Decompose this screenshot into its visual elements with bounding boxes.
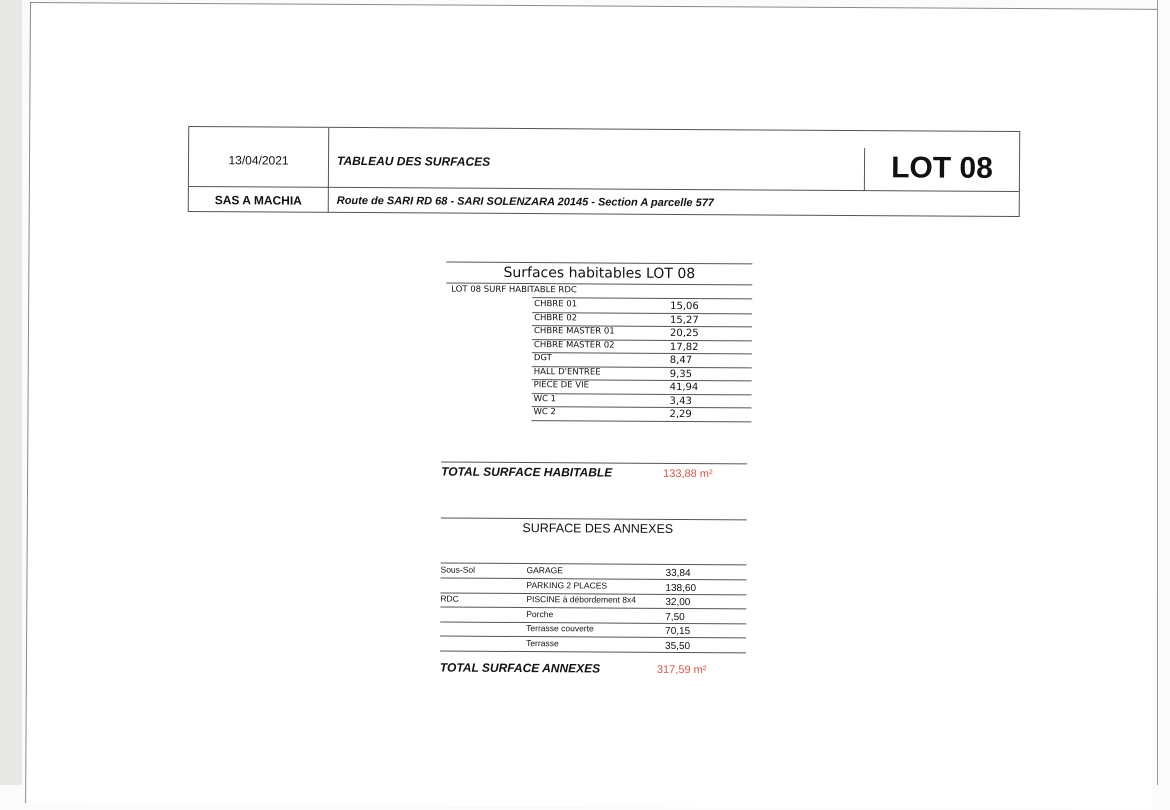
level-name: RDC: [440, 593, 459, 604]
room-area: 2,29: [669, 408, 692, 421]
lot-number: LOT 08: [891, 151, 993, 185]
level-name: Sous-Sol: [440, 564, 476, 575]
room-area: 8,47: [669, 354, 693, 367]
habitable-table-title: Surfaces habitables LOT 08: [503, 264, 696, 283]
room-name: DGT: [533, 353, 552, 364]
annex-area: 33,84: [665, 567, 691, 580]
document-sheet: [25, 2, 1157, 810]
table-row: [440, 623, 746, 639]
total-annexes-value: 317,59 m²: [656, 663, 707, 677]
room-name: CHBRE 01: [534, 299, 578, 310]
total-habitable-label: TOTAL SURFACE HABITABLE: [441, 464, 613, 480]
room-name: WC 1: [533, 393, 557, 404]
annexes-table-title: SURFACE DES ANNEXES: [522, 521, 674, 536]
room-area: 9,35: [669, 368, 693, 380]
room-area: 15,06: [670, 300, 699, 313]
annex-area: 7,50: [665, 611, 685, 623]
room-name: PIECE DE VIE: [533, 380, 590, 391]
annex-name: GARAGE: [526, 565, 563, 576]
annex-name: Terrasse couverte: [526, 623, 594, 634]
room-name: CHBRE MASTER 02: [533, 339, 615, 351]
table-row: [531, 406, 751, 422]
annex-name: Porche: [526, 608, 554, 619]
table-row: [440, 594, 746, 610]
table-row: [440, 608, 746, 624]
room-name: WC 2: [533, 407, 556, 418]
company-name: SAS A MACHIA: [214, 193, 302, 208]
scan-left-margin: [0, 0, 22, 785]
table-row: [440, 565, 746, 581]
annex-name: Terrasse: [526, 637, 559, 648]
annex-area: 35,50: [665, 640, 691, 652]
room-area: 3,43: [669, 395, 692, 407]
room-area: 15,27: [670, 314, 699, 326]
divider: [189, 186, 1019, 192]
property-address: Route de SARI RD 68 - SARI SOLENZARA 20145 - Section A parcelle 577: [336, 194, 714, 210]
habitable-table-subtitle: LOT 08 SURF HABITABLE RDC: [451, 284, 577, 296]
total-annexes-label: TOTAL SURFACE ANNEXES: [439, 660, 601, 676]
annex-area: 138,60: [665, 582, 697, 594]
divider: [328, 128, 330, 212]
room-area: 41,94: [669, 381, 699, 394]
table-row: [440, 637, 746, 653]
scan-right-edge: [1157, 0, 1158, 785]
habitable-surfaces-table: [446, 262, 752, 421]
document-date: 13/04/2021: [228, 153, 289, 168]
room-name: HALL D'ENTREE: [533, 366, 601, 377]
room-name: CHBRE MASTER 01: [533, 326, 615, 337]
room-name: CHBRE 02: [534, 312, 578, 323]
annex-area: 70,15: [665, 625, 691, 638]
room-area: 20,25: [669, 327, 699, 340]
table-row: [440, 579, 746, 595]
total-habitable-value: 133,88 m²: [663, 467, 713, 481]
room-area: 17,82: [669, 341, 699, 353]
annex-name: PARKING 2 PLACES: [526, 579, 608, 591]
annex-name: PISCINE à débordement 8x4: [526, 594, 637, 605]
header-box: [188, 126, 1021, 217]
annex-area: 32,00: [665, 596, 691, 609]
document-title: TABLEAU DES SURFACES: [336, 153, 491, 169]
